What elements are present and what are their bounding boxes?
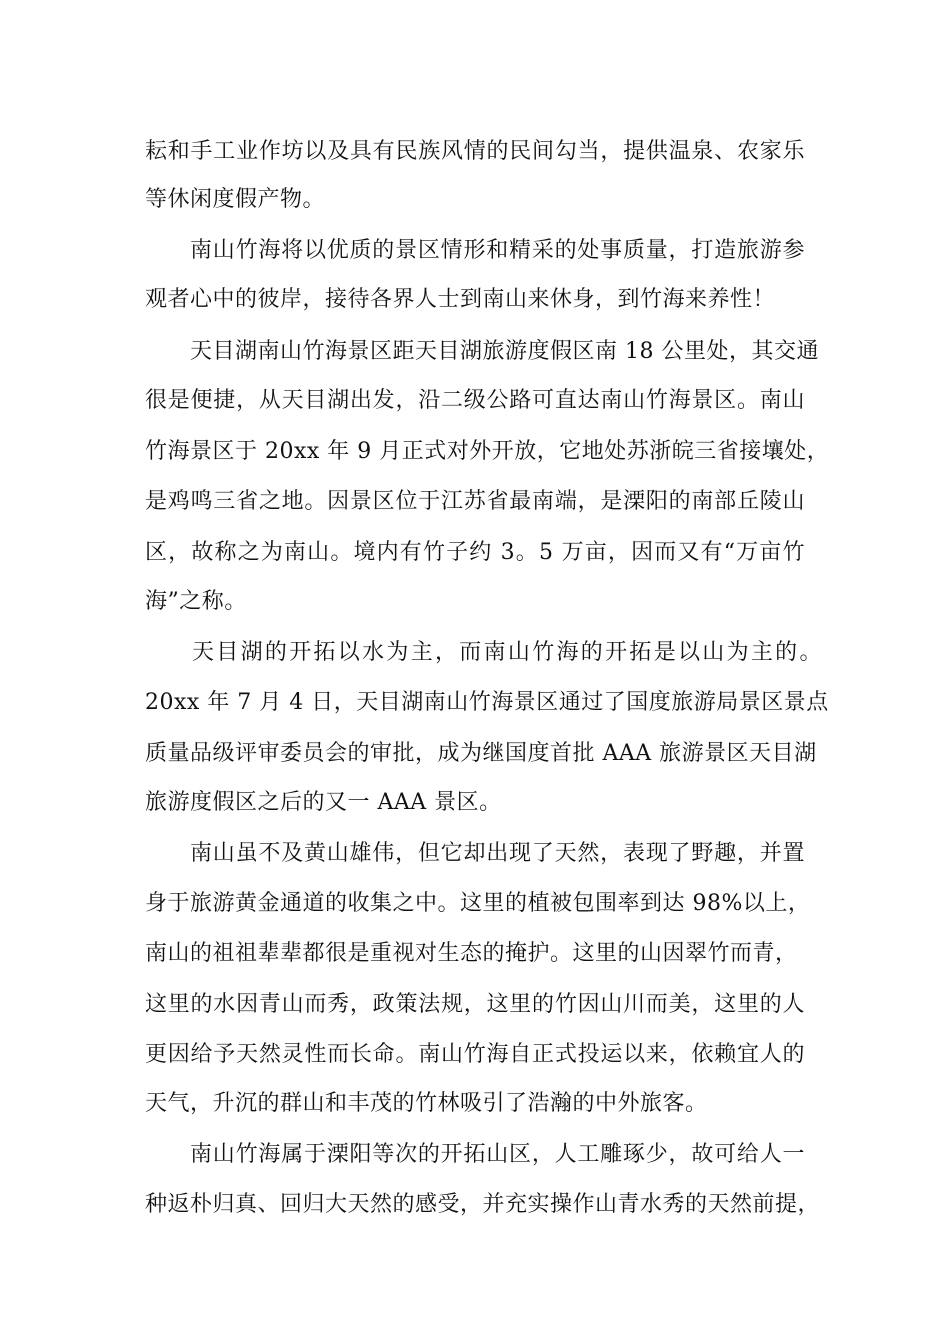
text-line: 南山竹海将以优质的景区情形和精采的处事质量，打造旅游参 bbox=[190, 238, 805, 263]
text-line: 天目湖的开拓以水为主，而南山竹海的开拓是以山为主的。 bbox=[192, 640, 822, 665]
text-line: 天目湖南山竹海景区距天目湖旅游度假区南 18 公里处，其交通 bbox=[190, 339, 819, 364]
text-line: 天气，升沉的群山和丰茂的竹林吸引了浩瀚的中外旅客。 bbox=[145, 1091, 708, 1116]
text-line: 旅游度假区之后的又一 AAA 景区。 bbox=[145, 790, 502, 815]
text-line: 身于旅游黄金通道的收集之中。这里的植被包围率到达 98%以上， bbox=[145, 891, 811, 916]
text-line: 观者心中的彼岸，接待各界人士到南山来休身，到竹海来养性！ bbox=[145, 287, 776, 312]
text-line: 等休闲度假产物。 bbox=[145, 187, 326, 212]
text-line: 质量品级评审委员会的审批，成为继国度首批 AAA 旅游景区天目湖 bbox=[145, 741, 817, 766]
text-line: 南山虽不及黄山雄伟，但它却出现了天然，表现了野趣，并置 bbox=[190, 841, 805, 866]
text-line: 南山竹海属于溧阳等次的开拓山区，人工雕琢少，故可给人一 bbox=[190, 1142, 805, 1167]
text-line: 是鸡鸣三省之地。因景区位于江苏省最南端，是溧阳的南部丘陵山 bbox=[145, 489, 805, 514]
text-line: 很是便捷，从天目湖出发，沿二级公路可直达南山竹海景区。南山 bbox=[145, 388, 805, 413]
text-line: 20xx 年 7 月 4 日，天目湖南山竹海景区通过了国度旅游局景区景点 bbox=[145, 690, 829, 715]
text-line: 南山的祖祖辈辈都很是重视对生态的掩护。这里的山因翠竹而青， bbox=[145, 941, 798, 966]
text-line: 区，故称之为南山。境内有竹子约 3。5 万亩，因而又有“万亩竹 bbox=[145, 540, 805, 565]
text-line: 这里的水因青山而秀，政策法规，这里的竹因山川而美，这里的人 bbox=[145, 992, 805, 1017]
text-line: 耘和手工业作坊以及具有民族风情的民间勾当，提供温泉、农家乐 bbox=[145, 139, 805, 164]
text-line: 海”之称。 bbox=[145, 589, 247, 614]
text-line: 更因给予天然灵性而长命。南山竹海自正式投运以来，依赖宜人的 bbox=[145, 1042, 805, 1067]
text-line: 种返朴归真、回归大天然的感受，并充实操作山青水秀的天然前提， bbox=[145, 1192, 821, 1217]
text-line: 竹海景区于 20xx 年 9 月正式对外开放，它地处苏浙皖三省接壤处， bbox=[145, 439, 830, 464]
